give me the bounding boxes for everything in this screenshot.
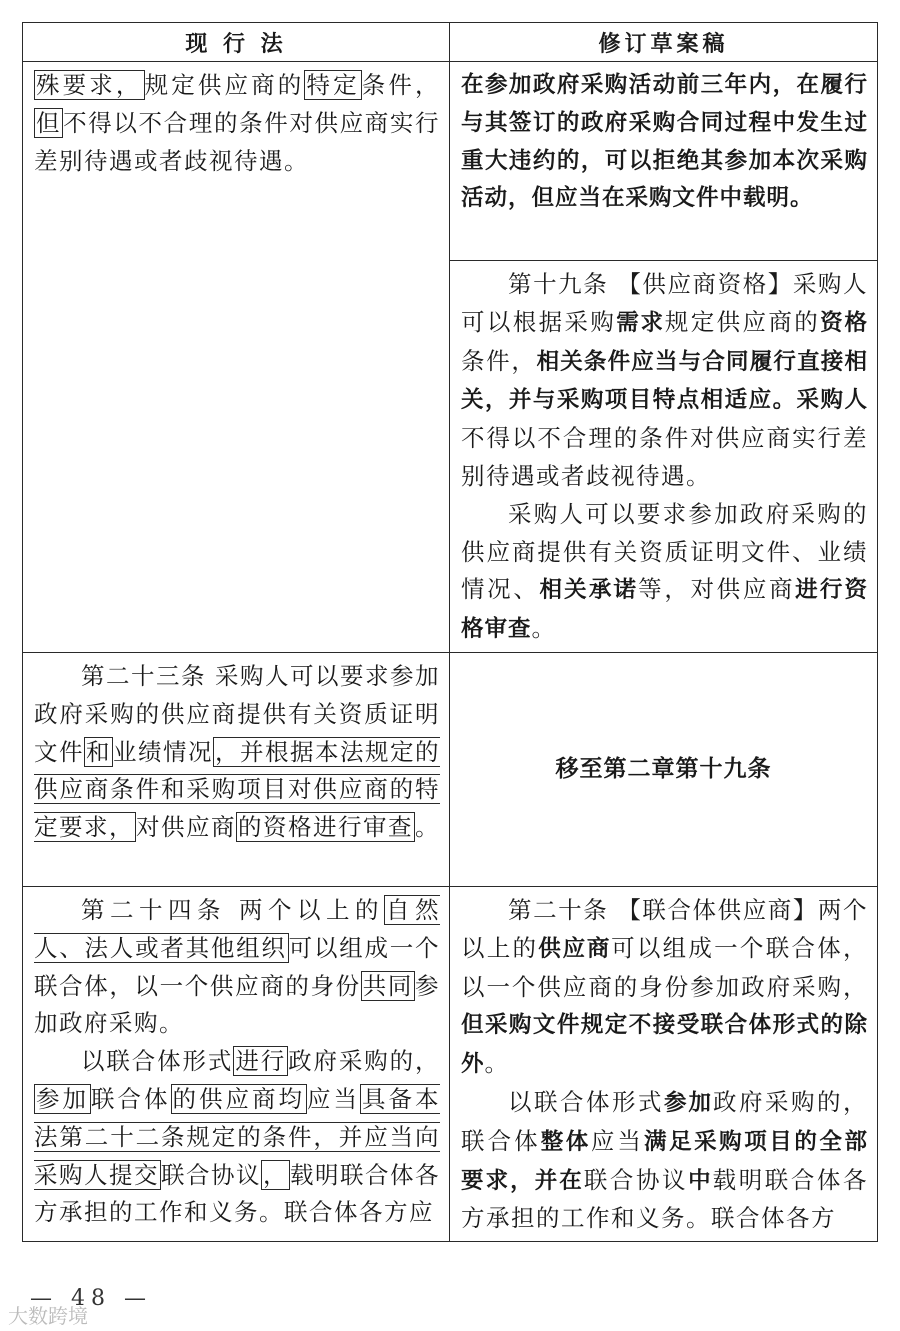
header-draft: 修订草案稿 — [450, 23, 878, 62]
art23-text — [34, 658, 440, 847]
text-segment: 参加政府采购。 — [34, 971, 441, 1038]
art19-para1 — [461, 266, 868, 496]
row1-left-cell — [23, 62, 450, 653]
text-segment: 应当 — [307, 1084, 360, 1113]
bold-text: 参加 — [664, 1089, 713, 1116]
boxed-text: 参加 — [36, 1084, 89, 1113]
text-segment: 规定供应商的 — [144, 71, 305, 99]
text-segment: 等，对供应商 — [638, 575, 796, 604]
boxed-text: ，并根据本法规定的供应商条件和采购项目对供应商的特定要求， — [34, 737, 440, 842]
bold-text: 但采购文件规定不接受联合体形式的除外 — [461, 1012, 868, 1078]
boxed-text: 殊要求， — [36, 71, 143, 99]
text-segment: 第二十四条 两个以上的 — [81, 895, 384, 924]
text-segment: 载明联合体各方承担的工作和义务。联合体各方 — [461, 1165, 868, 1233]
text-segment: 联合体 — [91, 1084, 171, 1113]
text-segment: 规定供应商的 — [664, 307, 821, 336]
text-segment: 联合协议 — [161, 1160, 261, 1189]
text-segment: 载明联合体各方承担的工作和义务。联合体各方应 — [34, 1160, 440, 1227]
text-segment: 条件， — [361, 71, 441, 99]
bold-text: 进行资格审查 — [461, 577, 869, 643]
text-segment: 第二十三条 采购人可以要求参加政府采购的供应商提供有关资质证明文件 — [34, 661, 440, 766]
bold-text: 中 — [688, 1167, 713, 1194]
page-number: — 48 — — [30, 1286, 152, 1311]
boxed-text: 但 — [36, 108, 62, 137]
row3-right-cell — [450, 652, 878, 886]
row3-left-cell — [23, 652, 450, 886]
text-segment: 应当 — [590, 1126, 644, 1155]
art24-para2 — [34, 1043, 440, 1232]
text-segment: 。 — [415, 813, 440, 842]
text-segment: 政府采购的，联合体 — [461, 1087, 868, 1155]
boxed-text: 和 — [86, 737, 111, 766]
text-segment: 联合协议 — [583, 1165, 689, 1194]
art24-para1 — [34, 892, 440, 1043]
text-segment: 可以组成一个联合体，以一个供应商的身份参加政府采购， — [461, 933, 868, 1001]
text-segment: 采购人可以要求参加政府采购的供应商提供有关资质证明文件、业绩情况、 — [461, 499, 868, 604]
boxed-text: 特定 — [306, 71, 360, 99]
row4-left-cell — [23, 886, 450, 1241]
moved-note: 移至第二章第十九条 — [555, 755, 772, 782]
bold-text: 满足采购项目的全部要求，并在 — [461, 1128, 869, 1194]
bold-text: 相关承诺 — [539, 577, 639, 604]
art20-para1 — [461, 892, 868, 1084]
text-segment: 。 — [484, 1049, 510, 1078]
boxed-text: ， — [263, 1160, 288, 1189]
text-segment: 第二十条 【联合体供应商】两个以上的 — [461, 895, 868, 962]
text-segment: 不得以不合理的条件对供应商实行差别待遇或者歧视待遇。 — [34, 108, 441, 175]
boxed-text: 的资格进行审查 — [238, 813, 413, 842]
text-segment: 以联合体形式 — [508, 1087, 664, 1116]
boxed-text: 的供应商均 — [172, 1084, 305, 1113]
boxed-text: 具备本法第二十二条规定的条件，并应当向采购人提交 — [34, 1084, 440, 1189]
text-segment: 。 — [531, 614, 557, 643]
bold-text: 资格 — [820, 309, 868, 336]
header-current-law: 现 行 法 — [23, 23, 450, 62]
text-segment: 条件， — [461, 346, 537, 375]
bold-text: 供应商 — [538, 935, 612, 962]
text-segment: 可以组成一个联合体，以一个供应商的身份 — [34, 933, 441, 1000]
text-segment: 不得以不合理的条件对供应商实行差别待遇或者歧视待遇。 — [461, 424, 868, 490]
text-segment: 业绩情况 — [113, 737, 213, 766]
boxed-text: 自然人、法人或者其他组织 — [34, 895, 440, 962]
text-segment: 以联合体形式 — [81, 1047, 234, 1076]
bold-text: 相关条件应当与合同履行直接相关，并与采购项目特点相适应。采购人 — [461, 348, 868, 414]
comparison-table — [22, 22, 878, 1242]
row1-right-text: 在参加政府采购活动前三年内，在履行与其签订的政府采购合同过程中发生过重大违约的，可以拒绝其参加本次采购活动，但应当在采购文件中载明。 — [461, 72, 868, 212]
text-segment: 政府采购的， — [288, 1047, 441, 1076]
art20-para2 — [461, 1084, 868, 1238]
boxed-text: 共同 — [362, 971, 414, 1000]
text-segment: 第十九条 【供应商资格】采购人可以根据采购 — [461, 270, 868, 336]
row1-left-text — [34, 67, 440, 180]
watermark: 大数跨境 — [8, 1304, 88, 1328]
art19-para2 — [461, 496, 868, 649]
bold-text: 整体 — [540, 1128, 591, 1155]
row4-right-cell — [450, 886, 878, 1241]
row1-right-cell — [450, 62, 878, 261]
text-segment: 对供应商 — [136, 813, 236, 842]
bold-text: 需求 — [616, 309, 665, 336]
boxed-text: 进行 — [235, 1047, 287, 1076]
row2-right-cell — [450, 261, 878, 653]
